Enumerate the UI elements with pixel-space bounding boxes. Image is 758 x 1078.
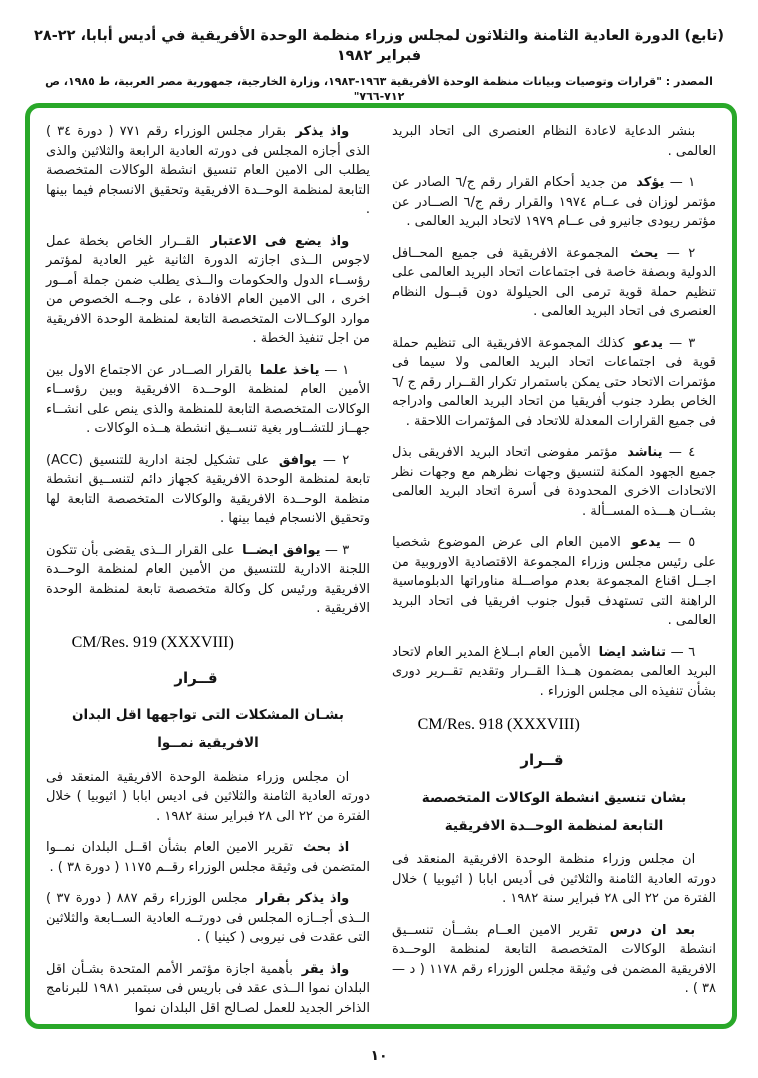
para-lead: يؤكد: [636, 175, 665, 190]
para-text: على تشكيل لجنة ادارية للتنسيق (ACC) تابعة لمنظمة الوحدة الافريقية كجهاز دائم لتنســيق انشطة منظمة الوحــدة الافريقية والوكالات المتخصصة التابعة لها وتحقيق الانسجام فيما بينها .: [46, 452, 370, 526]
para-text: بالقرار الصــادر عن الاجتماع الاول بين الأمين العام لمنظمة الوحــدة الافريقية وبين رؤســاء الوكالات المتخصصة التابعة للمنظمة والذى ينص على انشــاء جهــاز للتشــاور بغية تنســيق انشطة هــذه الوكالات .: [46, 362, 370, 436]
paragraph: [46, 232, 370, 349]
source-line: المصدر : "قرارات وتوصيات وبيانات منظمة الوحدة الأفريقية ١٩٦٣-١٩٨٣، وزارة الخارجية، جمهورية مصر العربية، ط ١٩٨٥، ص ٧١٢-٧٦٦": [45, 74, 713, 103]
para-lead: ياخذ علما: [259, 362, 320, 378]
paragraph: [46, 122, 370, 220]
para-text: الامين العام الى عرض الموضوع شخصيا على رئيس مجلس وزراء المجموعة الاقتصادية الاوروبية من اجــل اقناع المجموعة بعدم مواصــلة مناوراتها الدبلوماسية الراهنة التى تستهدف قبول جنوب افريقيا فى اتحاد البريد العالمى .: [392, 535, 716, 628]
para-text: مجلس الوزراء رقم ٨٨٧ ( دورة ٣٧ ) الــذى أجــازه المجلس فى دورتــه العادية الســابعة والثلاثين التى عقدت فى نيروبى ( كينيا ) .: [46, 891, 370, 946]
resolution-subject: [392, 784, 716, 841]
paragraph: [392, 921, 716, 999]
paragraph: [46, 768, 370, 827]
paragraph: [46, 960, 370, 1019]
para-text: المجموعة الافريقية فى جميع المحــافل الدولية وبصفة خاصة فى اجتماعات اتحاد البريد العالمى على تنظيم حملة قوية ترمى الى الحيلولة دون قبــول النظام العنصرى فى اتحاد البريد العالمى .: [392, 245, 716, 319]
para-text: من جديد أحكام القرار رقم ج/٦ الصادر عن مؤتمر لوزان فى عــام ١٩٧٤ والقرار رقم ج/٦ الصــادر عن مؤتمر ريودى جانيرو فى عــام ١٩٧٩ لاتحاد البريد العالمى .: [392, 175, 716, 229]
paragraph: [392, 533, 716, 631]
para-text: تقرير الامين العــام بشــأن تنســيق انشطة الوكالات المتخصصة التابعة لمنظمة الوحــدة الافريقية المضمن فى وثيقة مجلس الوزراء رقم ١١٧٨ ( د — ٣٨ ) .: [392, 922, 716, 997]
paragraph: [46, 541, 370, 619]
para-lead: واذ يضع فى الاعتبار: [210, 233, 350, 249]
paragraph: [392, 122, 716, 161]
subject-line: بشـان المشكلات التى تواجهها اقل البدان: [72, 707, 344, 723]
page-number: ١٠: [370, 1048, 388, 1064]
paragraph: [46, 838, 370, 877]
para-text: بقرار مجلس الوزراء رقم ٧٧١ ( دورة ٣٤ ) الذى أجازه المجلس فى دورته العادية الرابعة والثلاثين والذى يطلب الى الامين العام تنسيق انشطة الوكالات المتخصصة التابعة لمنظمة الوحــدة الافريقية وتحقيق الانسجام فيما بينها .: [46, 124, 370, 217]
para-lead: واذ يقر: [301, 961, 350, 977]
document-header: [0, 0, 758, 104]
para-number: ٢ —: [316, 452, 350, 468]
para-lead: واذ يذكر: [295, 124, 350, 139]
subject-line: الافريقية نمــوا: [157, 735, 259, 752]
para-lead: اذ بحث: [302, 840, 350, 856]
para-lead: يوافق ايضــا: [242, 542, 321, 558]
para-lead: يوافق: [278, 452, 317, 468]
para-text: على القرار الــذى يقضى بأن تتكون اللجنة الادارية للتنسيق من الأمين العام لمنظمة الوحــدة الافريقية ورئيس كل وكالة متخصصة تابعة لمنظمة الوحدة الافريقية .: [46, 542, 370, 616]
para-text: كذلك المجموعة الافريقية الى تنظيم حملة قوية فى اجتماعات اتحاد البريد العالمى ولا سيما فى مؤتمرات الاتحاد حتى يمكن باستمرار تكرار القــرار رقم ج /٦ الخاص بطرد جنوب أفريقيا من اتحاد البريد العالمى وادراجه فى جميع القرارات المعدلة للاتحاد فى المؤتمرات اللاحقة .: [392, 335, 716, 429]
column-left: [46, 122, 370, 1014]
para-number: ١ —: [319, 362, 350, 378]
paragraph: [392, 334, 716, 432]
para-text: مؤتمر مفوضى اتحاد البريد الافريقى بذل جميع الجهود المكنة لتنسيق وجهات نظرهم مع وجهات نظر الاتحادات الاخرى المحدودة فى أسرة اتحاد البريد العالمى بشــان هـــذه المســألة .: [392, 445, 716, 519]
resolution-subject: [46, 701, 370, 758]
para-number: ٣ —: [320, 542, 350, 558]
para-lead: واذ يذكر بقرار: [256, 891, 350, 907]
para-number: ٢ —: [658, 245, 696, 261]
para-lead: يدعو: [633, 335, 664, 351]
resolution-ref: CM/Res. 919 (XXXVIII): [71, 633, 234, 651]
paragraph: [392, 643, 716, 702]
session-title: (تابع) الدورة العادية الثامنة والثلاثون لمجلس وزراء منظمة الوحدة الأفريقية في أديس أبابا، ٢٢-٢٨ فبراير ١٩٨٢: [34, 28, 724, 65]
column-right: [392, 122, 716, 1014]
para-number: ٦ —: [666, 644, 696, 660]
para-lead: بعد ان درس: [609, 922, 696, 938]
para-text: بنشر الدعاية لاعادة النظام العنصرى الى اتحاد البريد العالمى .: [392, 124, 716, 159]
paragraph: [392, 244, 716, 322]
resolution-title: قــرار: [520, 751, 564, 769]
paragraph: [46, 361, 370, 439]
para-text: تقرير الامين العام بشأن اقــل البلدان نمــوا المتضمن فى وثيقة مجلس الوزراء رقــم ١١٧٥ ( دورة ٣٨ ) .: [46, 840, 370, 875]
para-number: ٣ —: [663, 335, 696, 351]
subject-line: بشان تنسيق انشطة الوكالات المتخصصة: [421, 789, 687, 806]
para-lead: يحث: [630, 245, 659, 261]
subject-line: التابعة لمنظمة الوحــدة الافريقية: [444, 817, 664, 834]
paragraph: [392, 173, 716, 232]
paragraph: [46, 451, 370, 529]
para-lead: يناشد: [627, 445, 663, 460]
para-text: القــرار الخاص بخطة عمل لاجوس الــذى اجازته الدورة الثانية غير العادية لمؤتمر رؤســاء الدول والحكومات والــذى يطلب ضمن جملة أمــور اخرى ، الى الامين العام الافادة ، على وجــه الخصوص من موارد الوكــالات المتخصصة التابعة لمنظمة الوحدة الافريقية من اجل تنفيذ الخطة .: [46, 233, 370, 346]
two-column-layout: [46, 122, 716, 1014]
para-text: بأهمية اجازة مؤتمر الأمم المتحدة بشـأن اقل البلدان نموا الــذى عقد فى باريس فى سبتمبر ١٩٨١ للبرنامج الذاخر الجديد للعمل لصـالح اقل البلدان نموا: [46, 961, 370, 1016]
paragraph: [392, 443, 716, 521]
para-number: ٥ —: [660, 535, 696, 550]
paragraph: [392, 850, 716, 909]
resolution-ref: CM/Res. 918 (XXXVIII): [417, 716, 580, 733]
resolution-title: قــرار: [174, 668, 218, 687]
paragraph: [46, 889, 370, 948]
content-frame: [25, 103, 737, 1029]
para-text: ان مجلس وزراء منظمة الوحدة الافريقية المنعقد فى دورته العادية الثامنة والثلاثين فى اديس ابابا ( اثيوبيا ) خلال الفترة من ٢٢ الى ٢٨ فبراير سنة ١٩٨٢ .: [46, 769, 370, 824]
para-number: ٤ —: [662, 445, 696, 460]
para-text: الأمين العام ابــلاغ المدير العام لاتحاد البريد العالمى بمضمون هــذا القــرار وتقديم تقــرير دورى بشأن تنفيذه الى مجلس الوزراء .: [392, 644, 716, 699]
para-number: ١ —: [664, 175, 696, 190]
para-lead: تناشد ايضا: [598, 644, 667, 660]
para-text: ان مجلس وزراء منظمة الوحدة الافريقية المنعقد فى دورته العادية الثامنة والثلاثين فى أديس ابابا ( اثيوبيا ) خلال الفترة من ٢٢ الى ٢٨ فبراير سنة ١٩٨٢ .: [392, 852, 716, 907]
para-lead: يدعو: [631, 535, 661, 550]
